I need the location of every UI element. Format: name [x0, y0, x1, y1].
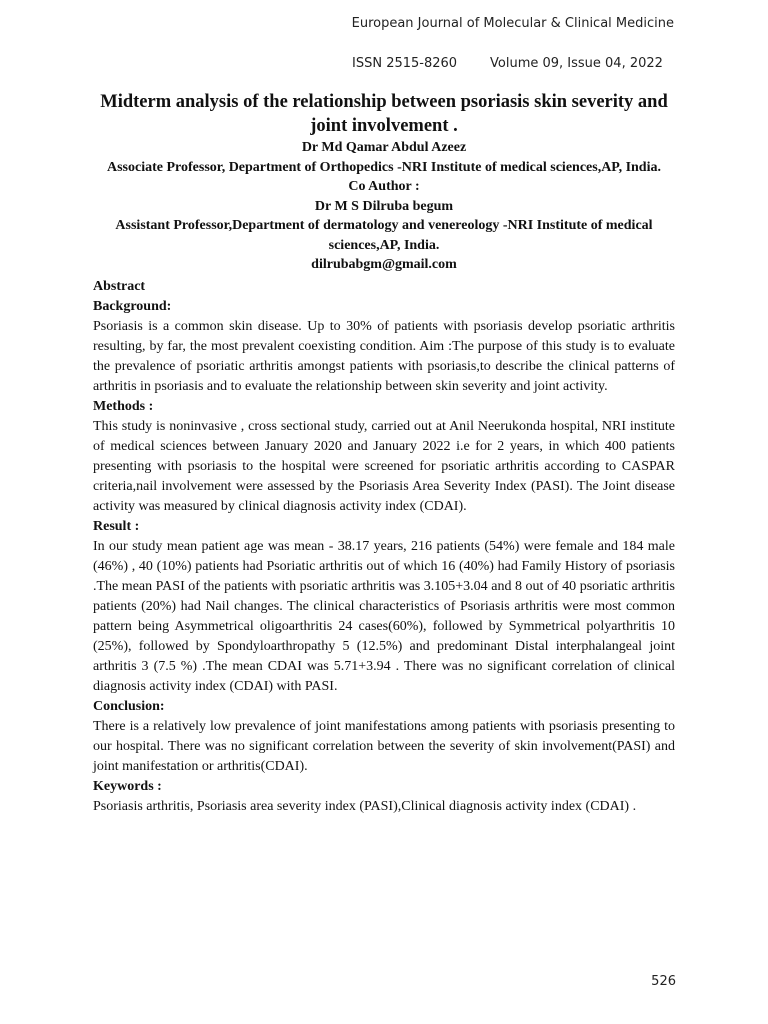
page-number: 526 [651, 974, 676, 989]
coauthor-label: Co Author : [348, 179, 420, 194]
conclusion-heading: Conclusion: [93, 698, 165, 714]
result-text: In our study mean patient age was mean - 38.17 years, 216 patients (54%) were female and 184 male (46%) , 40 (10%) patients had Psoriatic arthritis out of which 16 (40%) had Family History of psoriasis .The mean PASI of the patients with psoriatic arthritis was 3.105+3.04 and 8 out of 40 psoriatic arthritis patients (20%) had Nail changes. The clinical characteristics of Psoriasis arthritis were most common pattern being Asymmetrical oligoarthritis 24 cases(60%), followed by Symmetrical polyarthritis 10 (25%), followed by Spondyloarthropathy 5 (12.5%) and predominant Distal interphalangeal joint arthritis 3 (7.5 %) .The mean CDAI was 5.71+3.94 . There was no significant correlation of clinical diagnosis activity index (CDAI) with PASI. [93, 538, 675, 694]
background-heading: Background: [93, 298, 172, 314]
methods-text: This study is noninvasive , cross sectional study, carried out at Anil Neerukonda hospital, NRI institute of medical sciences between January 2020 and January 2022 i.e for 2 years, in which 400 patients presenting with psoriasis to the hospital were screened for psoriatic arthritis according to CASPAR criteria,nail involvement were assessed by the Psoriasis Area Severity Index (PASI). The Joint disease activity was measured by clinical diagnosis activity index (CDAI). [93, 418, 675, 514]
author-email: dilrubabgm@gmail.com [311, 257, 457, 272]
methods-heading: Methods : [93, 398, 154, 414]
coauthor-affiliation: Assistant Professor,Department of dermatology and venereology -NRI Institute of medical sciences,AP, India. [115, 218, 653, 253]
conclusion-text: There is a relatively low prevalence of joint manifestations among patients with psoriasis presenting to our hospital. There was no significant correlation between the severity of skin involvement(PASI) and joint manifestation or arthritis(CDAI). [93, 718, 675, 774]
author-affiliation: Associate Professor, Department of Orthopedics -NRI Institute of medical sciences,AP, India. [107, 159, 661, 175]
journal-name: European Journal of Molecular & Clinical Medicine [351, 16, 674, 31]
abstract-heading: Abstract [93, 278, 146, 294]
issn: ISSN 2515-8260 [352, 56, 458, 71]
author-name: Dr Md Qamar Abdul Azeez [301, 140, 467, 155]
volume-issue: Volume 09, Issue 04, 2022 [490, 56, 663, 71]
result-heading: Result : [93, 518, 140, 534]
paper-title: Midterm analysis of the relationship between psoriasis skin severity and joint involvement . [100, 92, 668, 136]
keywords-heading: Keywords : [93, 778, 162, 794]
coauthor-name: Dr M S Dilruba begum [314, 198, 454, 214]
paper-body [93, 90, 675, 817]
background-text: Psoriasis is a common skin disease. Up to 30% of patients with psoriasis develop psoriatic arthritis resulting, by far, the most prevalent coexisting condition. Aim :The purpose of this study is to evaluate the prevalence of psoriatic arthritis amongst patients with psoriasis,to describe the clinical patterns of arthritis in psoriasis and to evaluate the relationship between skin severity and joint activity. [93, 318, 675, 394]
keywords-text: Psoriasis arthritis, Psoriasis area severity index (PASI),Clinical diagnosis activity index (CDAI) . [93, 798, 637, 814]
